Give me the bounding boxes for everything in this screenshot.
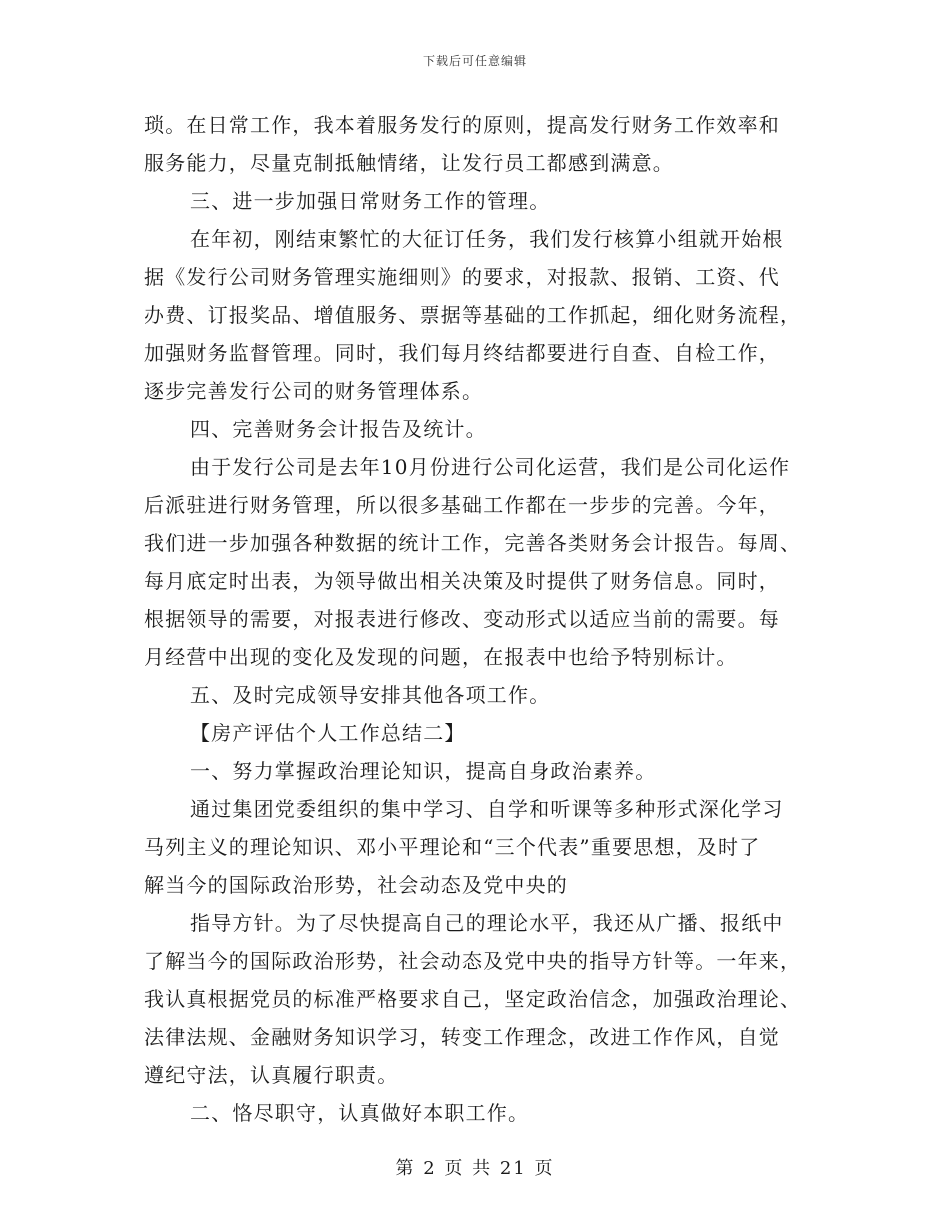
paragraph-line: 马列主义的理论知识、邓小平理论和“三个代表”重要思想，及时了 bbox=[144, 835, 761, 859]
paragraph-line: 服务能力，尽量克制抵触情绪，让发行员工都感到满意。 bbox=[144, 151, 674, 175]
paragraph-line: 解当今的国际政治形势，社会动态及党中央的 bbox=[144, 873, 568, 897]
paragraph-line: 由于发行公司是去年10月份进行公司化运营，我们是公司化运作 bbox=[190, 455, 791, 479]
section-heading: 二、恪尽职守，认真做好本职工作。 bbox=[190, 1101, 530, 1125]
paragraph-line: 通过集团党委组织的集中学习、自学和听课等多种形式深化学习 bbox=[190, 797, 784, 821]
paragraph-line: 办费、订报奖品、增值服务、票据等基础的工作抓起，细化财务流程， bbox=[144, 303, 802, 327]
section-heading: 五、及时完成领导安排其他各项工作。 bbox=[190, 683, 551, 707]
paragraph-line: 我认真根据党员的标准严格要求自己，坚定政治信念，加强政治理论、 bbox=[144, 987, 802, 1011]
paragraph-line: 了解当今的国际政治形势，社会动态及党中央的指导方针等。一年来， bbox=[144, 949, 802, 973]
paragraph-line: 根据领导的需要，对报表进行修改、变动形式以适应当前的需要。每 bbox=[144, 607, 780, 631]
paragraph-line: 据《发行公司财务管理实施细则》的要求，对报款、报销、工资、代 bbox=[144, 265, 780, 289]
section-heading: 一、努力掌握政治理论知识，提高自身政治素养。 bbox=[190, 759, 657, 783]
paragraph-line: 法律法规、金融财务知识学习，转变工作理念，改进工作作风，自觉 bbox=[144, 1025, 780, 1049]
paragraph-line: 我们进一步加强各种数据的统计工作，完善各类财务会计报告。每周、 bbox=[144, 531, 802, 555]
page-header: 下载后可任意编辑 bbox=[422, 54, 527, 68]
paragraph-line: 逐步完善发行公司的财务管理体系。 bbox=[144, 379, 484, 403]
paragraph-line: 指导方针。为了尽快提高自己的理论水平，我还从广播、报纸中 bbox=[190, 911, 784, 935]
paragraph-line: 月经营中出现的变化及发现的问题，在报表中也给予特别标计。 bbox=[144, 645, 738, 669]
section-heading: 四、完善财务会计报告及统计。 bbox=[190, 417, 487, 441]
paragraph-line: 后派驻进行财务管理，所以很多基础工作都在一步步的完善。今年， bbox=[144, 493, 780, 517]
page-number: 第 2 页 共 21 页 bbox=[395, 1158, 555, 1179]
document-body bbox=[144, 106, 814, 1132]
paragraph-line: 琐。在日常工作，我本着服务发行的原则，提高发行财务工作效率和 bbox=[144, 113, 780, 137]
paragraph-line: 每月底定时出表，为领导做出相关决策及时提供了财务信息。同时， bbox=[144, 569, 780, 593]
paragraph-line: 在年初，刚结束繁忙的大征订任务，我们发行核算小组就开始根 bbox=[190, 227, 784, 251]
paragraph-line: 加强财务监督管理。同时，我们每月终结都要进行自查、自检工作， bbox=[144, 341, 780, 365]
section-heading: 三、进一步加强日常财务工作的管理。 bbox=[190, 189, 551, 213]
document-subtitle: 【房产评估个人工作总结二】 bbox=[190, 721, 466, 745]
paragraph-line: 遵纪守法，认真履行职责。 bbox=[144, 1063, 399, 1087]
